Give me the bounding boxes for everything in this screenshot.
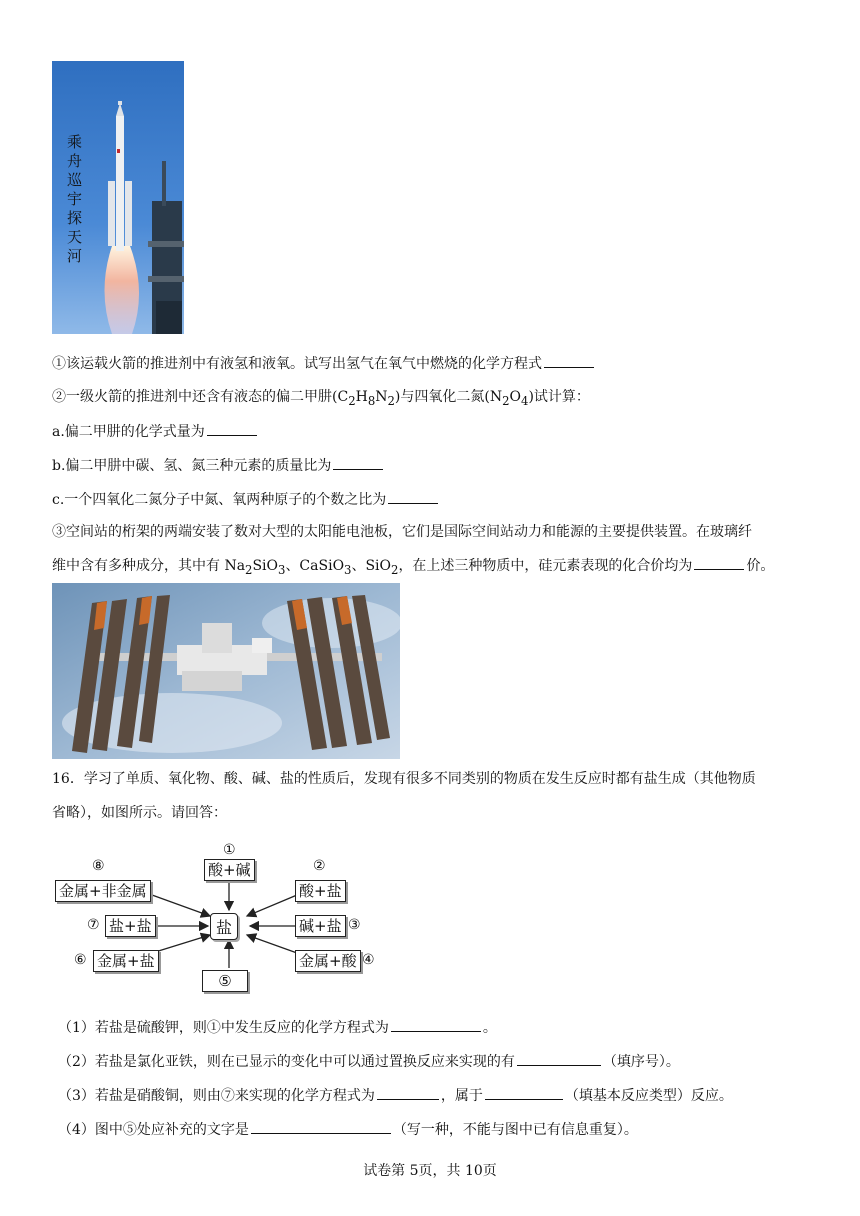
label-num-3: ③ [348,917,361,933]
subscript: 4 [521,393,529,408]
box-blank-5: ⑤ [202,970,248,992]
answer-blank[interactable] [333,455,383,470]
answer-blank[interactable] [517,1051,601,1066]
formula-text: SiO [252,558,279,574]
formula-text: N [375,389,388,405]
box-metal-salt: 金属+盐 [93,950,159,972]
q16-sub1-text: （1）若盐是硫酸钾，则①中发生反应的化学方程式为 [58,1020,389,1036]
formula-text: )与四氧化二氮(N [394,389,503,405]
answer-blank[interactable] [388,489,438,504]
q15-part3-text: ，在上述三种物质中，硅元素表现的化合价均为 [398,558,693,574]
q15-part3-text: 价。 [746,558,775,574]
answer-blank[interactable] [544,353,594,368]
q15-part2a-text: a.偏二甲肼的化学式量为 [52,424,205,440]
formula-text: H [355,389,368,405]
box-acid-base: 酸+碱 [204,859,255,881]
formula-text: O [509,389,522,405]
q16-sub2-text: （2）若盐是氯化亚铁，则在已显示的变化中可以通过置换反应来实现的有 [58,1054,515,1070]
q15-part2c [52,489,440,510]
answer-blank[interactable] [694,555,744,570]
answer-blank[interactable] [207,421,257,436]
q16-sub2-text: （填序号）。 [602,1054,680,1070]
q15-part3-text: 维中含有多种成分，其中有 Na [52,558,246,574]
box-metal-nonmetal: 金属+非金属 [55,880,151,902]
q15-part2b [52,455,385,476]
q16-sub3-text: （3）若盐是硝酸铜，则由⑦来实现的化学方程式为 [58,1088,375,1104]
answer-blank[interactable] [377,1085,439,1100]
label-num-4: ④ [362,952,375,968]
center-salt: 盐 [210,913,238,940]
answer-blank[interactable] [251,1119,391,1134]
q16-intro-line2: 省略），如图所示。请回答： [52,805,227,821]
q15-part2c-text: c.一个四氧化二氮分子中氮、氧两种原子的个数之比为 [52,492,387,508]
subscript: 2 [245,562,253,577]
q15-part1-text: ①该运载火箭的推进剂中有液氢和液氧。试写出氢气在氧气中燃烧的化学方程式 [52,356,542,372]
q16-sub3-text: （填基本反应类型）反应。 [564,1088,733,1104]
q16-sub2 [58,1051,680,1072]
subscript: 8 [367,393,376,408]
q15-part3-line1: ③空间站的桁架的两端安装了数对大型的太阳能电池板，它们是国际空间站动力和能源的主要提供装置。在玻璃纤 [52,524,752,540]
q16-sub4-text: （4）图中⑤处应补充的文字是 [58,1122,249,1138]
box-salt-salt: 盐+盐 [105,915,156,937]
subscript: 2 [348,393,356,408]
subscript: 3 [344,562,352,577]
label-num-2: ② [313,858,326,874]
q15-part1 [52,353,596,374]
q16-intro-line1: 16．学习了单质、氧化物、酸、碱、盐的性质后，发现有很多不同类别的物质在发生反应时都有盐生成（其他物质 [52,771,756,787]
formula-text: )试计算： [528,389,590,405]
label-num-8: ⑧ [92,858,105,874]
salt-formation-diagram [52,840,382,1000]
box-metal-acid: 金属+酸 [295,950,361,972]
answer-blank[interactable] [391,1017,481,1032]
rocket-caption: 乘舟巡宇探天河 [67,133,83,265]
answer-blank[interactable] [485,1085,563,1100]
q16-sub1 [58,1017,497,1038]
q16-sub1-text: 。 [482,1020,497,1036]
q15-part2-text: ②一级火箭的推进剂中还含有液态的偏二甲肼(C [52,389,349,405]
page-footer: 试卷第 5页，共 10页 [363,1163,497,1179]
formula-text: 、CaSiO [285,558,345,574]
label-num-6: ⑥ [74,952,87,968]
rocket-launch-image [52,61,184,334]
q16-sub4-text: （写一种，不能与图中已有信息重复）。 [392,1122,638,1138]
subscript: 2 [502,393,510,408]
subscript: 2 [387,393,395,408]
label-num-7: ⑦ [87,917,100,933]
q15-part2a [52,421,259,442]
q16-sub3 [58,1085,733,1106]
subscript: 2 [391,562,399,577]
q16-sub3-text: ，属于 [440,1088,483,1104]
box-base-salt: 碱+盐 [295,915,346,937]
label-num-1: ① [223,842,236,858]
formula-text: 、SiO [351,558,392,574]
q15-part2 [52,387,590,411]
subscript: 3 [278,562,286,577]
space-station-image [52,583,400,759]
box-acid-salt: 酸+盐 [295,880,346,902]
q16-sub4 [58,1119,638,1140]
q15-part3-line2 [52,555,774,580]
q15-part2b-text: b.偏二甲肼中碳、氢、氮三种元素的质量比为 [52,458,332,474]
